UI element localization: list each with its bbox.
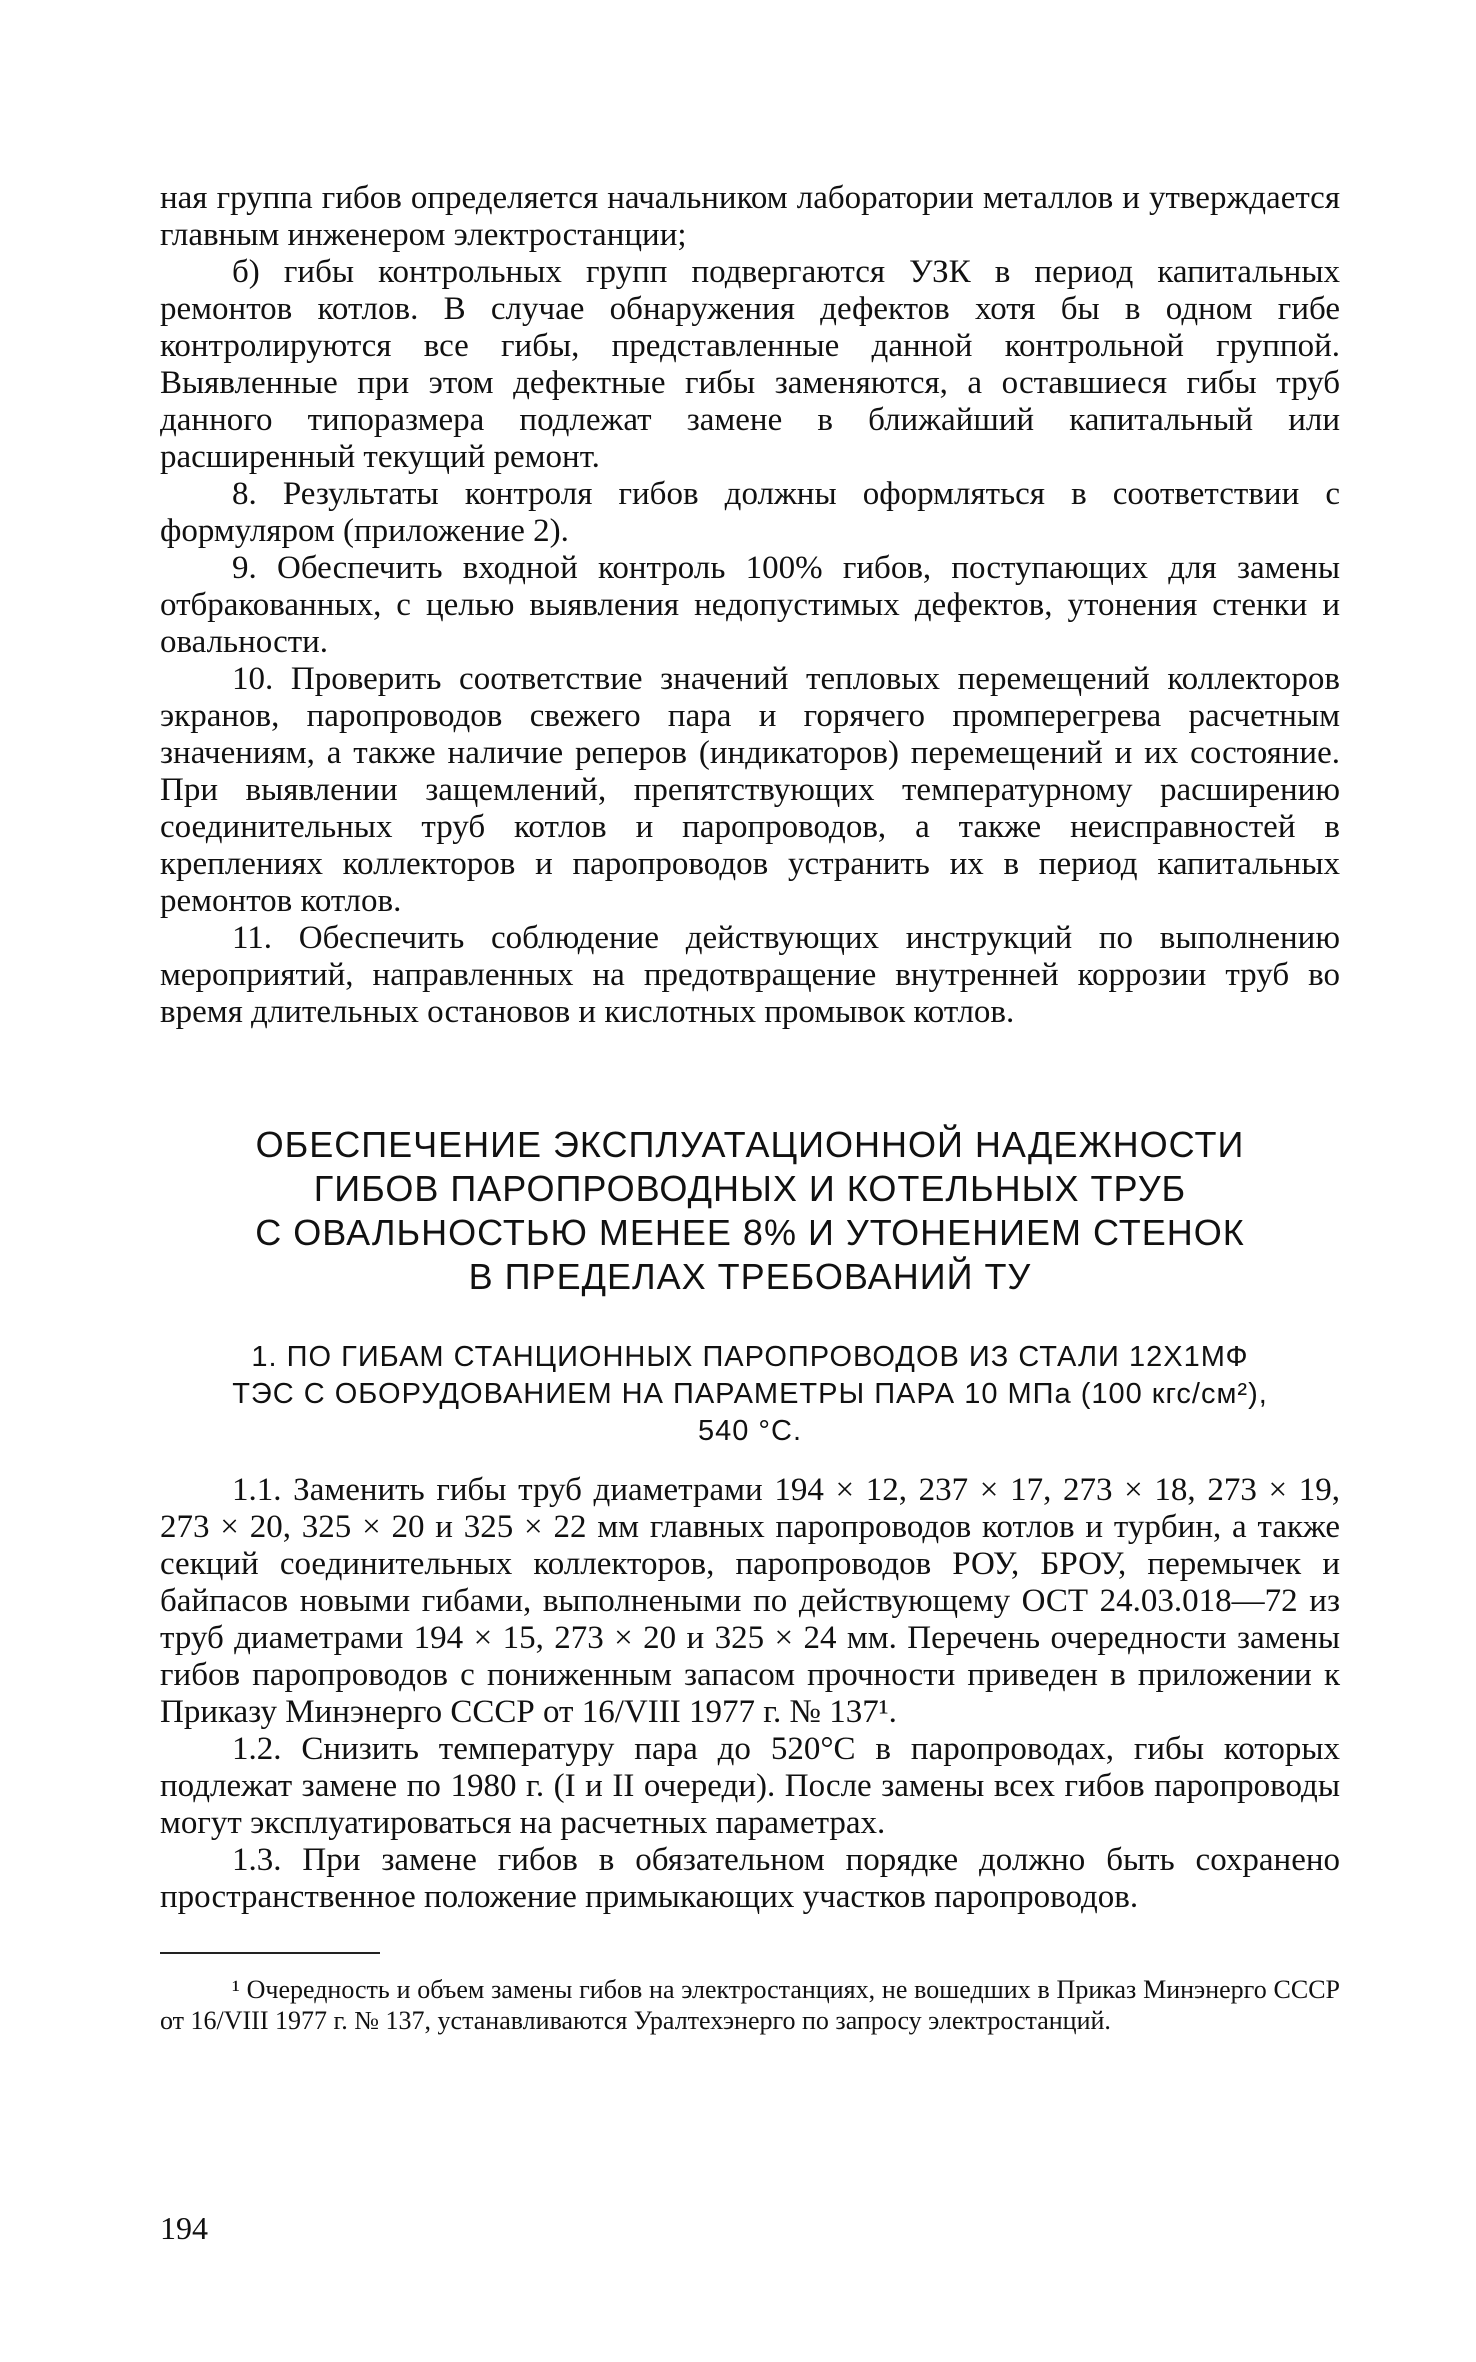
section-title-line: С ОВАЛЬНОСТЬЮ МЕНЕЕ 8% И УТОНЕНИЕМ СТЕНОК (255, 1212, 1245, 1253)
paragraph-item-1-3: 1.3. При замене гибов в обязательном порядке должно быть сохранено пространственное положение примыкающих участков паропроводов. (160, 1842, 1340, 1915)
paragraph-item-8: 8. Результаты контроля гибов должны оформляться в соответствии с формуляром (приложение 2). (160, 476, 1340, 549)
paragraph-item-10: 10. Проверить соответствие значений тепловых перемещений коллекторов экранов, паропроводов свежего пара и горячего промперегрева расчетным значениям, а также наличие реперов (индикаторов) перемещений и их состояние. При выявлении защемлений, препятствующих температурному расширению соединительных труб котлов и паропроводов, а также неисправностей в креплениях коллекторов и паропроводов устранить их в период капитальных ремонтов котлов. (160, 661, 1340, 919)
paragraph-item-b: б) гибы контрольных групп подвергаются УЗК в период капитальных ремонтов котлов. В случае обнаружения дефектов хотя бы в одном гибе контролируются все гибы, представленные данной контрольной группой. Выявленные при этом дефектные гибы заменяются, а оставшиеся гибы труб данного типоразмера подлежат замене в ближайший капитальный или расширенный текущий ремонт. (160, 254, 1340, 475)
paragraph-item-1-1: 1.1. Заменить гибы труб диаметрами 194 × 12, 237 × 17, 273 × 18, 273 × 19, 273 × 20, 325 × 20 и 325 × 22 мм главных паропроводов котлов и турбин, а также секций соединительных коллекторов, паропроводов РОУ, БРОУ, перемычек и байпасов новыми гибами, выполнеными по действующему ОСТ 24.03.018—72 из труб диаметрами 194 × 15, 273 × 20 и 325 × 24 мм. Перечень очередности замены гибов паропроводов с пониженным запасом прочности приведен в приложении к Приказу Минэнерго СССР от 16/VIII 1977 г. № 137¹. (160, 1472, 1340, 1730)
paragraph-item-1-2: 1.2. Снизить температуру пара до 520°С в паропроводах, гибы которых подлежат замене по 1980 г. (I и II очереди). После замены всех гибов паропроводы могут эксплуатироваться на расчетных параметрах. (160, 1731, 1340, 1841)
page-number: 194 (160, 2210, 208, 2246)
section-title (160, 1123, 1340, 1299)
subsection-title-line: 540 °С. (697, 1415, 803, 1447)
section-title-line: ГИБОВ ПАРОПРОВОДНЫХ И КОТЕЛЬНЫХ ТРУБ (313, 1168, 1187, 1209)
paragraph-continued: ная группа гибов определяется начальником лаборатории металлов и утверждается главным инженером электростанции; (160, 180, 1340, 253)
paragraph-item-11: 11. Обеспечить соблюдение действующих инструкций по выполнению мероприятий, направленных на предотвращение внутренней коррозии труб во время длительных остановов и кислотных промывок котлов. (160, 920, 1340, 1030)
section-title-line: В ПРЕДЕЛАХ ТРЕБОВАНИЙ ТУ (468, 1256, 1032, 1297)
subsection-title-line: 1. ПО ГИБАМ СТАНЦИОННЫХ ПАРОПРОВОДОВ ИЗ СТАЛИ 12Х1МФ (251, 1341, 1249, 1373)
text-column (160, 180, 1340, 2036)
paragraph-item-9: 9. Обеспечить входной контроль 100% гибов, поступающих для замены отбракованных, с целью выявления недопустимых дефектов, утонения стенки и овальности. (160, 550, 1340, 660)
subsection-title (160, 1339, 1340, 1450)
footnote-divider (160, 1952, 380, 1954)
section-title-line: ОБЕСПЕЧЕНИЕ ЭКСПЛУАТАЦИОННОЙ НАДЕЖНОСТИ (255, 1124, 1245, 1165)
subsection-title-line: ТЭС С ОБОРУДОВАНИЕМ НА ПАРАМЕТРЫ ПАРА 10 МПа (100 кгс/см²), (232, 1378, 1268, 1410)
footnote: ¹ Очередность и объем замены гибов на электростанциях, не вошедших в Приказ Минэнерго СССР от 16/VIII 1977 г. № 137, устанавливаются Уралтехэнерго по запросу электростанций. (160, 1975, 1340, 2035)
